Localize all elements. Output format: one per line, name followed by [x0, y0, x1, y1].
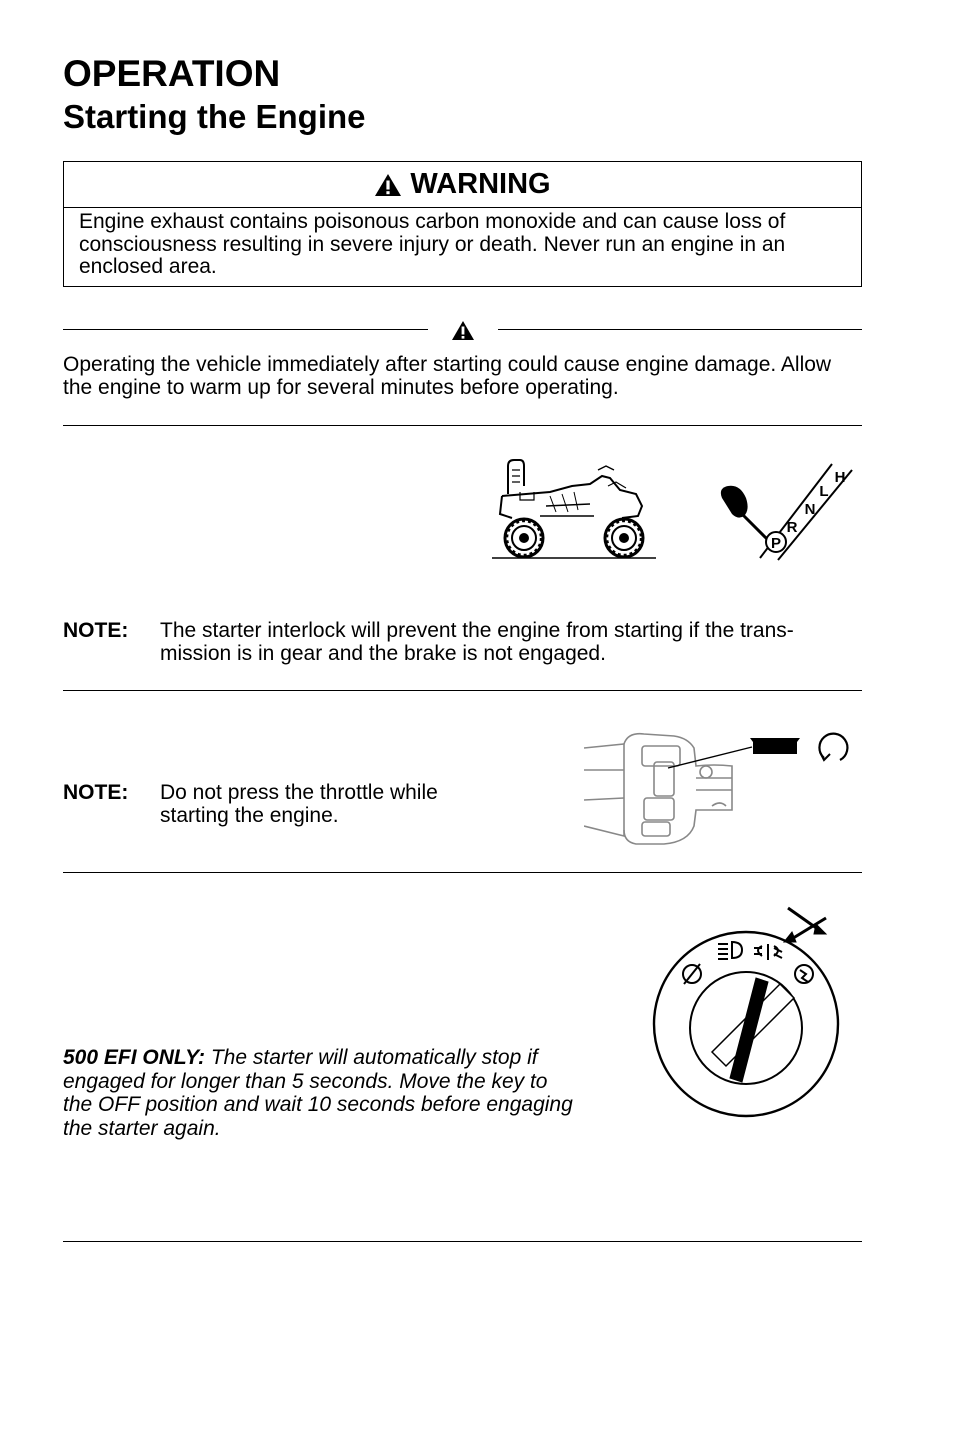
section-divider: [63, 1241, 862, 1242]
note-label: NOTE:: [63, 781, 129, 804]
gear-position-l: L: [819, 483, 829, 500]
caution-divider-left: [63, 329, 428, 330]
gear-selector-illustration: [716, 458, 860, 562]
efi-note: [63, 1046, 578, 1140]
caution-triangle-icon: [451, 320, 475, 341]
note-text: The starter interlock will prevent the engine from starting if the trans-mission is in gear and the brake is not engaged.: [160, 619, 794, 665]
efi-label: 500 EFI ONLY:: [63, 1046, 205, 1069]
section-title: OPERATION: [63, 53, 281, 94]
page-title: Starting the Engine: [63, 98, 366, 135]
run-switch-icon: [750, 738, 800, 754]
section-divider: [63, 690, 862, 691]
ignition-switch-illustration: [650, 902, 842, 1122]
warning-title: WARNING: [410, 168, 551, 200]
warning-text: Engine exhaust contains poisonous carbon monoxide and can cause loss of consciousness resulting in severe injury or death. Never run an engine in an enclosed area.: [79, 210, 786, 278]
section-divider: [63, 872, 862, 873]
caution-text: Operating the vehicle immediately after starting could cause engine damage. Allow the engine to warm up for several minutes before operating.: [63, 353, 832, 399]
note-interlock: [63, 619, 853, 669]
section-divider: [63, 425, 862, 426]
note-text: Do not press the throttle while starting the engine.: [160, 781, 438, 827]
start-rotation-icon: [819, 734, 847, 760]
handlebar-switch-illustration: [584, 726, 860, 850]
note-throttle: [63, 781, 493, 831]
turn-arrows-icon: [784, 908, 826, 942]
gear-position-h: H: [834, 469, 846, 486]
gear-position-p: P: [770, 535, 782, 552]
warning-header: [64, 162, 861, 208]
caution-divider-right: [498, 329, 862, 330]
note-label: NOTE:: [63, 619, 129, 642]
efi-text: The starter will automatically stop if engaged for longer than 5 seconds. Move the key to the OFF position and wait 10 seconds before engaging the starter again.: [63, 1046, 573, 1140]
gear-position-n: N: [804, 501, 816, 518]
warning-triangle-icon: [374, 173, 402, 197]
warning-box: [63, 161, 862, 287]
atv-illustration: [490, 456, 660, 562]
gear-position-r: R: [786, 519, 798, 536]
